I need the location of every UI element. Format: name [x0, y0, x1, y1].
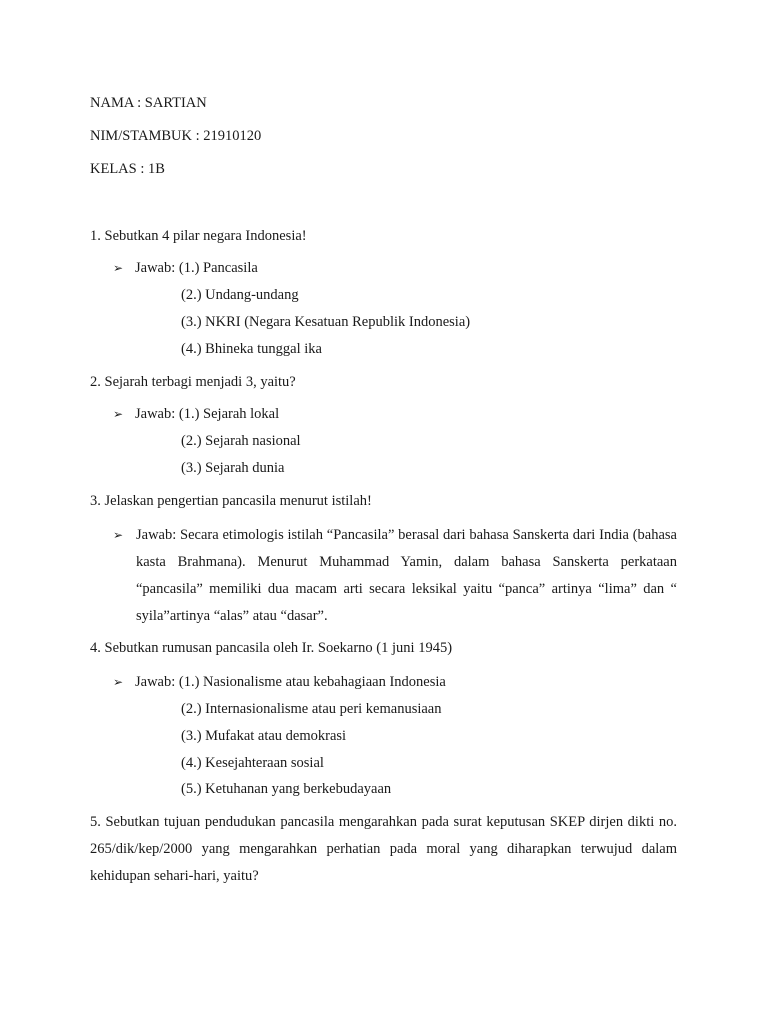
question-4: 4. Sebutkan rumusan pancasila oleh Ir. Soekarno (1 juni 1945): [90, 640, 453, 656]
answer-4-item: (5.) Ketuhanan yang berkebudayaan: [181, 781, 392, 797]
answer-4-intro: Jawab: (1.) Nasionalisme atau kebahagiaan Indonesia: [135, 674, 446, 690]
arrow-bullet-icon: ➢: [113, 261, 124, 275]
answer-1-item: (3.) NKRI (Negara Kesatuan Republik Indonesia): [181, 314, 471, 330]
answer-4-item: (3.) Mufakat atau demokrasi: [181, 728, 347, 744]
question-2: 2. Sejarah terbagi menjadi 3, yaitu?: [90, 374, 296, 390]
answer-4-item: (2.) Internasionalisme atau peri kemanusiaan: [181, 701, 442, 717]
answer-1-row: [113, 259, 258, 277]
answer-1-item: (2.) Undang-undang: [181, 287, 299, 303]
student-class: KELAS : 1B: [90, 161, 165, 177]
answer-1-item: (4.) Bhineka tunggal ika: [181, 341, 322, 357]
answer-3-paragraph: Jawab: Secara etimologis istilah “Pancasila” berasal dari bahasa Sanskerta dari India (bahasa kasta Brahmana). Menurut Muhammad Yamin, dalam bahasa Sanskerta perkataan “pancasila” memiliki dua macam arti secara leksikal yaitu “panca” artinya “lima” dan “ syila”artinya “alas” atau “dasar”.: [136, 527, 677, 624]
answer-2-intro: Jawab: (1.) Sejarah lokal: [135, 406, 280, 422]
answer-4-item: (4.) Kesejahteraan sosial: [181, 755, 324, 771]
question-3: 3. Jelaskan pengertian pancasila menurut istilah!: [90, 493, 372, 509]
question-1: 1. Sebutkan 4 pilar negara Indonesia!: [90, 228, 307, 244]
answer-2-item: (2.) Sejarah nasional: [181, 433, 301, 449]
answer-2-row: [113, 405, 279, 423]
student-name: NAMA : SARTIAN: [90, 95, 207, 111]
arrow-bullet-icon: ➢: [113, 675, 124, 689]
arrow-bullet-icon: ➢: [113, 407, 124, 421]
question-5: 5. Sebutkan tujuan pendudukan pancasila mengarahkan pada surat keputusan SKEP dirjen dikti no. 265/dik/kep/2000 yang mengarahkan perhatian pada moral yang diharapkan terwujud dalam kehidupan sehari-hari, yaitu?: [90, 814, 677, 884]
arrow-bullet-icon: ➢: [113, 528, 124, 542]
answer-1-intro: Jawab: (1.) Pancasila: [135, 260, 258, 276]
student-nim: NIM/STAMBUK : 21910120: [90, 128, 262, 144]
answer-2-item: (3.) Sejarah dunia: [181, 460, 285, 476]
answer-4-row: [113, 673, 446, 691]
